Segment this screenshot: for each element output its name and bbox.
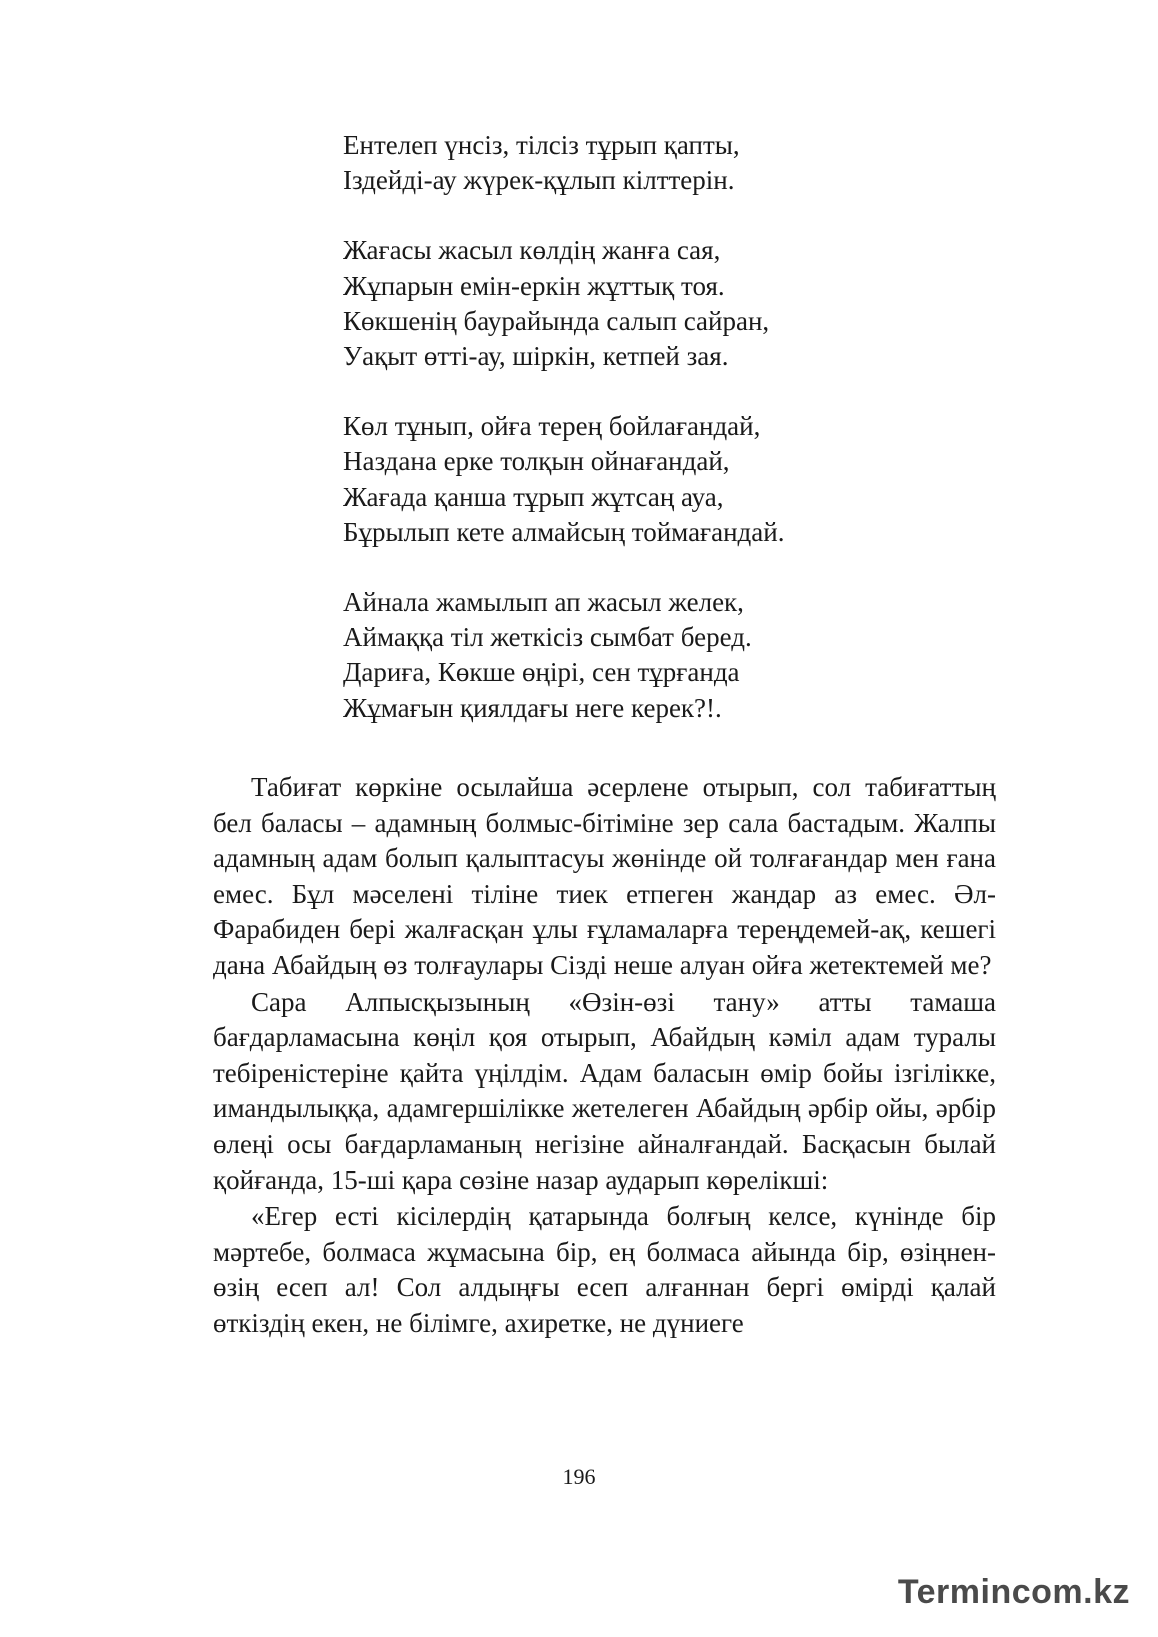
paragraph: Табиғат көркіне осылайша әсерлене отырып, сол табиғаттың бел баласы – адамның болмыс-бітіміне зер сала бастадым. Жалпы адамның адам болып қалыптасуы жөнінде ой толғағандар мен ғана емес. Бұл мәселені тіліне тиек етпеген жандар аз емес. Әл-Фарабиден бері жалғасқан ұлы ғұламаларға тереңдемей-ақ, кешегі дана Абайдың өз толғаулары Сізді неше алуан ойға жетектемей ме? xyxy=(213,772,996,980)
poem-line: Наздана ерке толқын ойнағандай, xyxy=(343,446,730,477)
poem-stanza xyxy=(343,233,983,374)
poem-stanza xyxy=(343,409,983,550)
poem-line: Жұпарын емін-еркін жұттық тоя. xyxy=(343,270,725,301)
paragraph: «Егер есті кісілердің қатарында болғың келсе, күнінде бір мәртебе, болмаса жұмасына бір, ең болмаса айында бір, өзіңнен-өзің есеп ал! Сол алдыңғы есеп алғаннан бергі өмірді қалай өткіздің екен, не білімге, ахиретке, не дүниеге xyxy=(213,1201,996,1338)
poem-line: Іздейді-ау жүрек-құлып кілттерін. xyxy=(343,165,735,196)
poem-line: Аймаққа тіл жеткісіз сымбат беред. xyxy=(343,622,752,653)
poem-line: Уақыт өтті-ау, шіркін, кетпей зая. xyxy=(343,341,729,372)
paragraph: Сара Алпысқызының «Өзін-өзі тану» атты тамаша бағдарламасына көңіл қоя отырып, Абайдың кәміл адам туралы тебіреністеріне қайта үңілдім. Адам баласын өмір бойы ізгілікке, имандылыққа, адамгершілікке жетелеген Абайдың әрбір ойы, әрбір өлеңі осы бағдарламаның негізіне айналғандай. Басқасын былай қойғанда, 15-ші қара сөзіне назар аударып көрелікші: xyxy=(213,986,996,1195)
poem-line: Дариға, Көкше өңірі, сен тұрғанда xyxy=(343,657,740,688)
page-number: 196 xyxy=(562,1464,596,1489)
watermark-text: Termincom.kz xyxy=(897,1572,1130,1611)
poem-line: Ентелеп үнсіз, тілсіз тұрып қапты, xyxy=(343,130,740,160)
poem-line: Жұмағын қиялдағы неге керек?!. xyxy=(343,692,722,723)
poem-stanza xyxy=(343,585,983,726)
poem-line: Бұрылып кете алмайсың тоймағандай. xyxy=(343,516,785,547)
poem-line: Жағасы жасыл көлдің жанға сая, xyxy=(343,235,721,266)
poem-line: Жағада қанша тұрып жұтсаң ауа, xyxy=(343,481,724,512)
prose-body xyxy=(213,770,996,1343)
poem xyxy=(343,128,983,726)
poem-stanza xyxy=(343,128,983,198)
poem-line: Көкшенің баурайында салып сайран, xyxy=(343,305,770,336)
watermark-logo xyxy=(898,1569,1130,1615)
poem-line: Айнала жамылып ап жасыл желек, xyxy=(343,587,744,618)
poem-line: Көл тұнып, ойға терең бойлағандай, xyxy=(343,411,761,442)
